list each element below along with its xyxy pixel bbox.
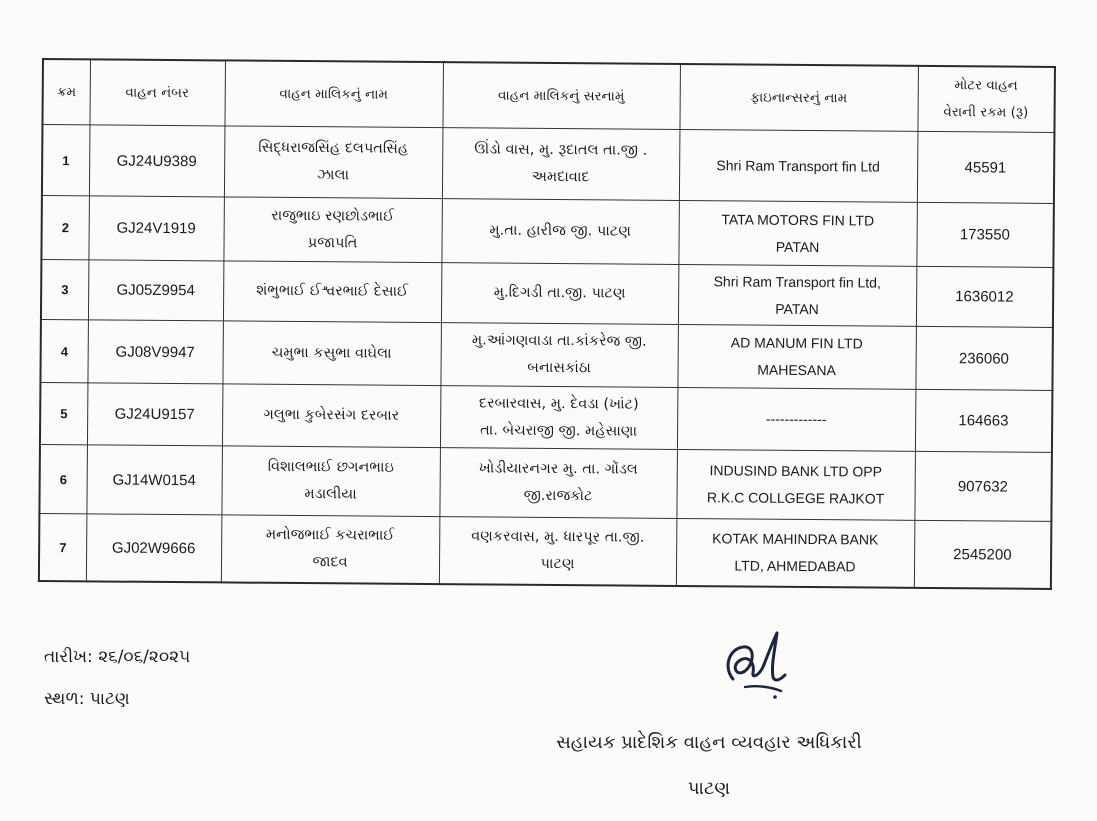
cell-line: જી.રાજકોટ [523, 487, 593, 505]
officer-designation [500, 720, 918, 812]
cell-line: ગલુભા કુબેરસંગ દરબાર [263, 406, 400, 424]
cell-financer [678, 265, 916, 327]
cell-address [439, 517, 677, 586]
cell-line: ચમુભા કસુભા વાઘેલા [271, 344, 392, 362]
cell-serial: 5 [40, 382, 87, 444]
cell-amount: 907632 [914, 451, 1052, 521]
cell-owner [221, 515, 440, 584]
cell-vehicle-no: GJ08V9947 [87, 320, 222, 384]
cell-owner [222, 321, 440, 386]
cell-serial: 2 [41, 196, 89, 260]
cell-vehicle-no: GJ24V1919 [88, 196, 223, 261]
cell-address [441, 263, 678, 325]
date-place-block [44, 636, 190, 720]
cell-line: AD MANUM FIN LTD [730, 334, 863, 352]
table-header-row [42, 59, 1054, 132]
officer-office: પાટણ [687, 778, 731, 799]
cell-owner [224, 126, 443, 199]
cell-owner [222, 384, 440, 448]
cell-financer [676, 518, 915, 587]
date-line: તારીખ: ૨૬/૦૬/૨૦૨૫ [44, 647, 191, 667]
cell-address [440, 323, 677, 388]
table-row [41, 196, 1053, 268]
cell-line: MAHESANA [757, 361, 836, 379]
cell-line: ખોડીયારનગર મુ. તા. ગોંડલ [478, 460, 638, 478]
cell-owner [223, 197, 441, 263]
header-vehicle-no: વાહન નંબર [89, 59, 225, 126]
cell-line: Shri Ram Transport fin Ltd [716, 156, 880, 175]
cell-address [440, 386, 677, 450]
header-tax-amount-line: મોટર વાહન [954, 77, 1018, 94]
cell-owner [223, 261, 441, 323]
cell-line: ઝાલા [317, 167, 350, 184]
cell-line: KOTAK MAHINDRA BANK [712, 530, 879, 548]
cell-vehicle-no: GJ02W9666 [86, 514, 222, 583]
cell-line: LTD, AHMEDABAD [734, 557, 856, 575]
header-tax-amount [917, 66, 1055, 133]
cell-line: રાજુભાઇ રણછોડભાઈ [271, 207, 395, 225]
cell-line: R.K.C COLLGEGE RAJKOT [706, 489, 885, 507]
cell-line: શંભુભાઈ ઈશ્વરભાઈ દેસાઈ [256, 282, 409, 300]
cell-amount: 236060 [915, 326, 1052, 390]
cell-line: પ્રજાપતિ [307, 234, 358, 251]
cell-financer [679, 130, 918, 203]
cell-serial: 6 [39, 444, 87, 513]
table-row [42, 125, 1055, 204]
cell-line: મડાલીયા [304, 486, 357, 503]
cell-line: INDUSIND BANK LTD OPP [709, 462, 883, 480]
cell-line: પાટણ [540, 555, 575, 573]
cell-owner [221, 446, 440, 517]
header-tax-amount-line: વેરાની રકમ (રૂ) [943, 104, 1029, 121]
cell-amount: 173550 [916, 202, 1053, 267]
cell-serial: 3 [41, 260, 88, 320]
cell-line: દરબારવાસ, મુ. દેવડા (ખાંટ) [478, 394, 639, 413]
vehicle-tax-table-sheet [38, 58, 1056, 590]
cell-line: જાદવ [312, 554, 348, 571]
cell-line: બનાસકાંઠા [527, 359, 591, 377]
cell-line: તા. બેચરાજી જી. મહેસાણા [480, 421, 638, 440]
officer-title: સહાયક પ્રાદેશિક વાહન વ્યવહાર અધિકારી [556, 732, 862, 753]
cell-serial: 7 [39, 513, 87, 581]
cell-amount: 164663 [915, 389, 1052, 452]
cell-line: ------------- [765, 410, 827, 428]
cell-line: મનોજભાઈ કચરાભાઈ [265, 526, 395, 544]
cell-vehicle-no: GJ24U9157 [87, 383, 222, 446]
cell-financer [678, 201, 916, 267]
cell-vehicle-no: GJ24U9389 [89, 125, 225, 197]
cell-serial: 4 [40, 319, 87, 382]
cell-line: અમદાવાદ [531, 168, 590, 186]
header-serial: ક્રમ [42, 59, 90, 125]
cell-amount: 1636012 [916, 266, 1053, 327]
cell-line: PATAN [775, 238, 820, 255]
cell-financer [677, 388, 915, 452]
cell-financer [677, 325, 915, 390]
cell-amount: 45591 [917, 131, 1055, 203]
cell-line: ઊંડો વાસ, મુ. રૂદાતલ તા.જી . [474, 141, 648, 159]
cell-address [439, 448, 677, 519]
cell-financer [676, 449, 915, 520]
vehicle-tax-table [38, 58, 1056, 590]
cell-line: સિદ્ધરાજસિંહ દલપતસિંહ [258, 139, 409, 157]
header-financer: ફાઇનાન્સરનું નામ [679, 64, 918, 131]
place-line: સ્થળ: પાટણ [44, 689, 130, 709]
cell-line: Shri Ram Transport fin Ltd, [713, 272, 881, 291]
table-row [40, 319, 1052, 390]
signature-icon [715, 627, 795, 699]
cell-address [441, 199, 678, 265]
table-row [40, 382, 1052, 452]
cell-vehicle-no: GJ14W0154 [86, 445, 222, 515]
header-owner-name: વાહન માલિકનું નામ [224, 60, 443, 127]
cell-address [442, 128, 680, 201]
cell-line: મુ.દિગડી તા.જી. પાટણ [493, 284, 626, 302]
table-row [39, 513, 1051, 588]
table-row [41, 260, 1053, 328]
cell-line: TATA MOTORS FIN LTD [721, 210, 875, 229]
cell-amount: 2545200 [914, 520, 1052, 589]
cell-vehicle-no: GJ05Z9954 [88, 260, 223, 321]
cell-line: વિશાલભાઈ છગનભાઇ [267, 458, 394, 476]
cell-line: વણકરવાસ, મુ. ધારપૂર તા.જી. [471, 528, 645, 546]
cell-serial: 1 [42, 125, 90, 196]
cell-line: મુ.આંગણવાડા તા.કાંકરેજ જી. [471, 332, 647, 350]
header-owner-address: વાહન માલિકનું સરનામું [442, 62, 680, 129]
table-row [39, 444, 1052, 521]
cell-line: PATAN [775, 300, 819, 317]
cell-line: મુ.તા. હારીજ જી. પાટણ [489, 222, 631, 240]
